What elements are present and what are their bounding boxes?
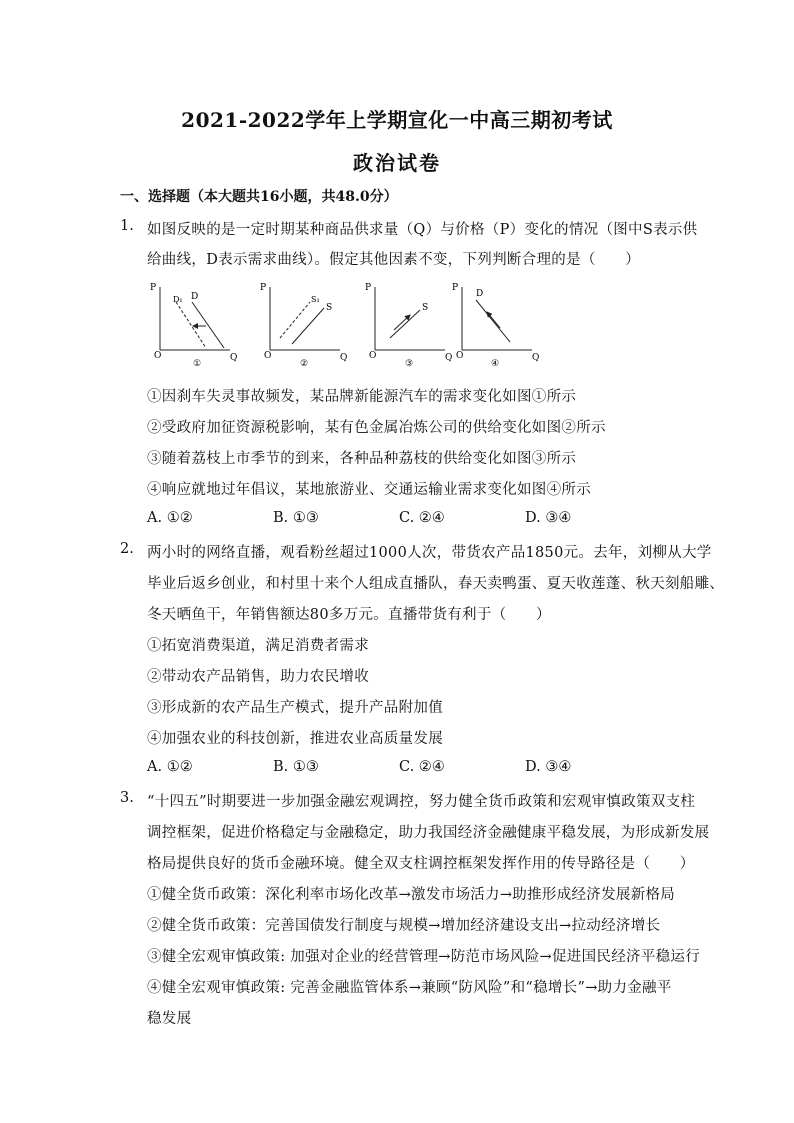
statement-item: ①拓宽消费渠道，满足消费者需求 [147, 638, 369, 654]
curve-s1 [280, 302, 310, 338]
panel-caption: ② [300, 359, 309, 369]
question-stem-line: 两小时的网络直播，观看粉丝超过1000人次，带货农产品1850元。去年，刘柳从大学 [147, 545, 712, 561]
axis-p-label: P [150, 283, 156, 293]
axis-q-label: Q [532, 353, 540, 363]
curve-label: S [422, 303, 429, 313]
question-stem-line: 格局提供良好的货币金融环境。健全双支柱调控框架发挥作用的传导路径是（ ） [147, 856, 695, 872]
curve-s [292, 308, 324, 344]
statement-item: ③形成新的农产品生产模式，提升产品附加值 [147, 700, 443, 716]
axis-q-label: Q [230, 353, 238, 363]
statement-item: ②健全货币政策：完善国债发行制度与规模→增加经济建设支出→拉动经济增长 [147, 918, 661, 934]
answer-option-b[interactable]: B. ①③ [273, 759, 319, 775]
origin-label: O [456, 351, 464, 361]
answer-option-c[interactable]: C. ②④ [399, 759, 445, 775]
statement-item: ②带动农产品销售，助力农民增收 [147, 669, 369, 685]
axis-q-label: Q [445, 353, 453, 363]
statement-item: ②受政府加征资源税影响，某有色金属冶炼公司的供给变化如图②所示 [147, 420, 606, 436]
question-stem-line: 毕业后返乡创业，和村里十来个人组成直播队，春天卖鸭蛋、夏天收莲蓬、秋天刻船雕、 [147, 576, 725, 592]
statement-item: ④加强农业的科技创新，推进农业高质量发展 [147, 731, 443, 747]
curve-label: D [476, 289, 484, 299]
answer-option-d[interactable]: D. ③④ [525, 759, 572, 775]
curve-s [390, 310, 420, 338]
statement-item: ④健全宏观审慎政策: 完善金融监管体系→兼顾“防风险”和“稳增长”→助力金融平 [147, 980, 672, 996]
origin-label: O [264, 351, 272, 361]
question-stem-line: 给曲线，D表示需求曲线）。假定其他因素不变，下列判断合理的是（ ） [147, 252, 641, 268]
origin-label: O [154, 351, 162, 361]
question-stem-line: 调控框架，促进价格稳定与金融稳定，助力我国经济金融健康平稳发展，为形成新发展 [147, 825, 710, 841]
question-stem-line: 冬天晒鱼干，年销售额达80多万元。直播带货有利于（ ） [147, 607, 551, 623]
exam-title: 2021-2022学年上学期宣化一中高三期初考试 [181, 108, 613, 132]
curve-d1 [176, 302, 206, 348]
question-number: 3. [120, 790, 134, 806]
curve-d [192, 302, 224, 348]
supply-demand-diagrams [150, 282, 550, 372]
diagram-panel-2 [260, 283, 347, 369]
answer-option-c[interactable]: C. ②④ [399, 510, 445, 526]
answer-option-b[interactable]: B. ①③ [273, 510, 319, 526]
question-stem-line: 如图反映的是一定时期某种商品供求量（Q）与价格（P）变化的情况（图中S表示供 [147, 222, 698, 238]
axis-q-label: Q [340, 353, 348, 363]
statement-item: ①因刹车失灵事故频发，某品牌新能源汽车的需求变化如图①所示 [147, 389, 577, 405]
statement-item: ①健全货币政策：深化利率市场化改革→激发市场活力→助推形成经济发展新格局 [147, 887, 676, 903]
diagram-panel-3 [365, 283, 452, 369]
curve-label: S [326, 303, 333, 313]
answer-option-a[interactable]: A. ①② [147, 759, 193, 775]
panel-caption: ③ [405, 359, 414, 369]
question-number: 2. [120, 541, 134, 557]
curve-d [476, 300, 510, 342]
diagram-panel-4 [452, 283, 539, 369]
statement-item: ③健全宏观审慎政策: 加强对企业的经营管理→防范市场风险→促进国民经济平稳运行 [147, 949, 700, 965]
section-heading: 一、选择题（本大题共16小题，共48.0分） [120, 189, 398, 205]
statement-item: ③随着荔枝上市季节的到来，各种品种荔枝的供给变化如图③所示 [147, 451, 577, 467]
exam-subtitle: 政治试卷 [353, 151, 441, 175]
panel-caption: ④ [491, 359, 500, 369]
question-stem-line: “十四五”时期要进一步加强金融宏观调控，努力健全货币政策和宏观审慎政策双支柱 [147, 794, 696, 810]
statement-item: 稳发展 [147, 1011, 192, 1027]
curve-label: D₁ [173, 295, 183, 304]
shift-arrow [487, 312, 500, 328]
axis-p-label: P [451, 283, 458, 293]
answer-option-d[interactable]: D. ③④ [525, 510, 572, 526]
axis-p-label: P [364, 283, 371, 293]
diagram-panel-1 [150, 283, 237, 369]
panel-caption: ① [193, 359, 202, 369]
curve-label: S₁ [311, 295, 320, 304]
origin-label: O [369, 351, 377, 361]
statement-item: ④响应就地过年倡议，某地旅游业、交通运输业需求变化如图④所示 [147, 482, 591, 498]
curve-label: D [191, 292, 199, 302]
answer-option-a[interactable]: A. ①② [147, 510, 193, 526]
axis-p-label: P [259, 283, 266, 293]
shift-arrow [394, 315, 410, 330]
question-number: 1. [120, 218, 134, 234]
